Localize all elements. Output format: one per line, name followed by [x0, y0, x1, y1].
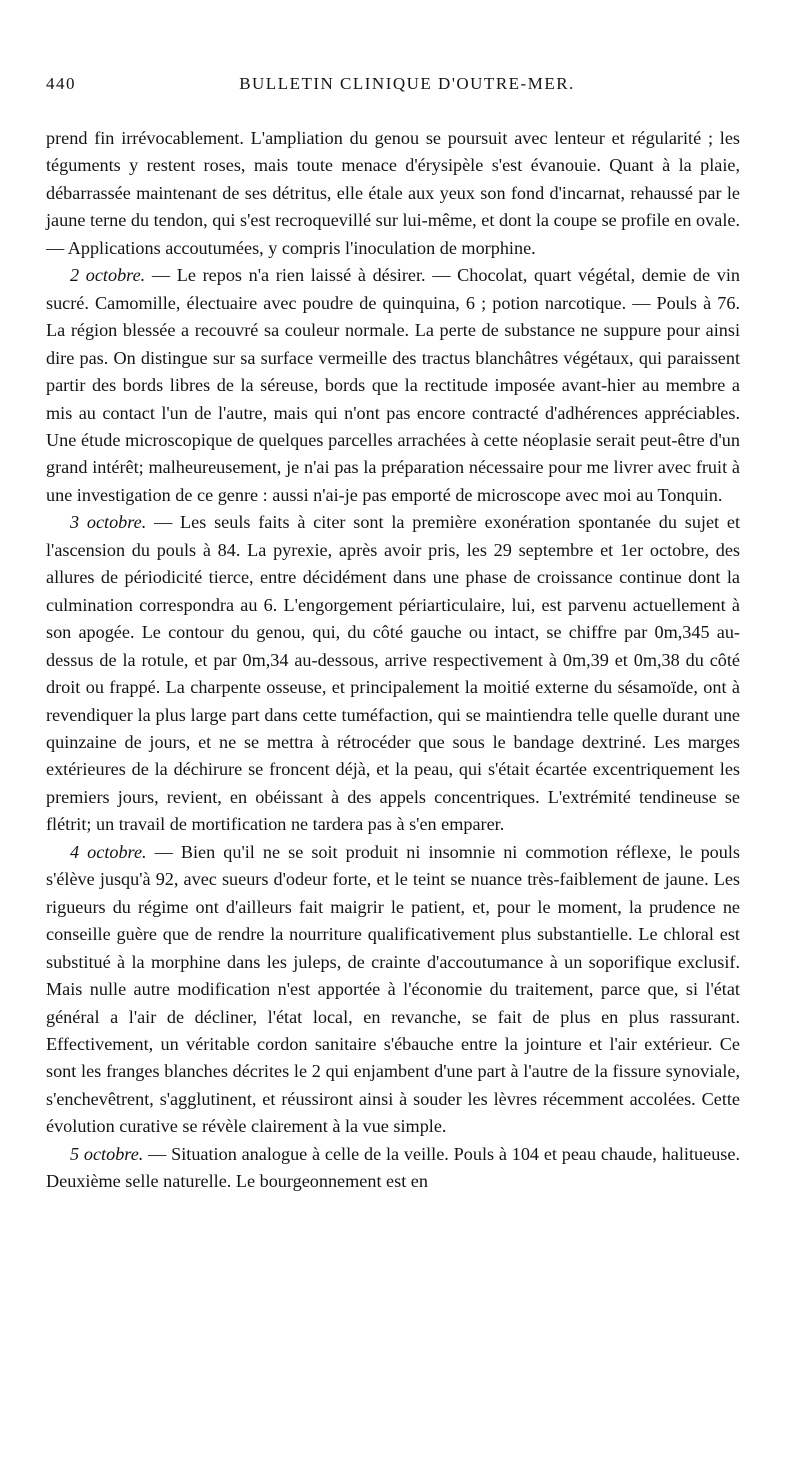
entry-date: 4 octobre. — [70, 841, 147, 862]
page-number: 440 — [46, 74, 76, 93]
running-title: BULLETIN CLINIQUE D'OUTRE-MER. — [239, 74, 575, 93]
paragraph-text: prend fin irrévocablement. L'ampliation du genou se poursuit avec lenteur et régularité ; les téguments y restent roses, mais toute menace d'érysipèle s'est évanouie. Quant à la plaie, débarrassée maintenant de ses détritus, elle étale aux yeux son fond d'incarnat, rehaussé par le jaune terne du tendon, qui s'est recroquevillé sur lui-même, et dont la coupe se profile en ovale. — Applications accoutumées, y compris l'inoculation de morphine. — [46, 128, 740, 258]
paragraph-4-octobre — [46, 839, 740, 1141]
paragraph-3-octobre — [46, 509, 740, 838]
body-text — [46, 125, 740, 1196]
running-header — [46, 74, 740, 100]
paragraph-2-octobre — [46, 262, 740, 509]
entry-date: 3 octobre. — [70, 512, 147, 533]
paragraph-5-octobre — [46, 1141, 740, 1196]
paragraph-text: — Le repos n'a rien laissé à désirer. — Chocolat, quart végétal, demie de vin sucré. Camomille, électuaire avec poudre de quinquina, 6 ; potion narcotique. — Pouls à 76. La région blessée a recouvré sa couleur normale. La perte de substance ne suppure pour ainsi dire pas. On distingue sur sa surface vermeille des tractus blanchâtres végétaux, qui paraissent partir des bords libres de la séreuse, bords que la rectitude imposée avant-hier au membre a mis au contact l'un de l'autre, mais qui n'ont pas encore contracté d'adhérences appréciables. Une étude microscopique de quelques parcelles arrachées à cette néoplasie serait peut-être d'un grand intérêt; malheureusement, je n'ai pas la préparation nécessaire pour me livrer avec fruit à une investigation de ce genre : aussi n'ai-je pas emporté de microscope avec moi au Tonquin. — [46, 265, 740, 505]
entry-date: 2 octobre. — [70, 265, 146, 286]
paragraph-text: — Bien qu'il ne se soit produit ni insomnie ni commotion réflexe, le pouls s'élève jusqu'à 92, avec sueurs d'odeur forte, et le teint se nuance très-faiblement de jaune. Les rigueurs du régime ont d'ailleurs fait maigrir le patient, et, pour le moment, la prudence ne conseille guère que de rendre la nourriture qualificativement plus substantielle. Le chloral est substitué à la morphine dans les juleps, de crainte d'accoutumance à un soporifique exclusif. Mais nulle autre modification n'est apportée à l'économie du traitement, parce que, si l'état général a l'air de décliner, l'état local, en revanche, se fait de plus en plus rassurant. Effectivement, un véritable cordon sanitaire s'ébauche entre la jointure et l'air extérieur. Ce sont les franges blanches décrites le 2 qui enjambent d'une part à l'autre de la fissure synoviale, s'enchevêtrent, s'agglutinent, et réussiront ainsi à souder les lèvres récemment accolées. Cette évolution curative se révèle clairement à la vue simple. — [46, 841, 740, 1137]
paragraph-continuation — [46, 125, 740, 262]
paragraph-text: — Les seuls faits à citer sont la première exonération spontanée du sujet et l'ascension du pouls à 84. La pyrexie, après avoir pris, les 29 septembre et 1er octobre, des allures de périodicité tierce, entre décidément dans une phase de croissance continue dont la culmination correspondra au 6. L'engorgement périarticulaire, lui, est parvenu actuellement à son apogée. Le contour du genou, qui, du côté gauche ou intact, se chiffre par 0m,345 au-dessus de la rotule, et par 0m,34 au-dessous, arrive respectivement à 0m,39 et 0m,38 du côté droit ou frappé. La charpente osseuse, et principalement la moitié externe du sésamoïde, ont à revendiquer la plus large part dans cette tuméfaction, qui se maintiendra telle quelle durant une quinzaine de jours, et ne se mettra à rétrocéder que sous le bandage dextriné. Les marges extérieures de la déchirure se froncent déjà, et la peau, qui s'était écartée excentriquement les premiers jours, revient, en obéissant à des appels concentriques. L'extrémité tendineuse se flétrit; un travail de mortification ne tardera pas à s'en emparer. — [46, 512, 740, 835]
entry-date: 5 octobre. — [70, 1143, 144, 1164]
paragraph-text: — Situation analogue à celle de la veille. Pouls à 104 et peau chaude, halitueuse. Deuxième selle naturelle. Le bourgeonnement est en — [46, 1143, 740, 1192]
